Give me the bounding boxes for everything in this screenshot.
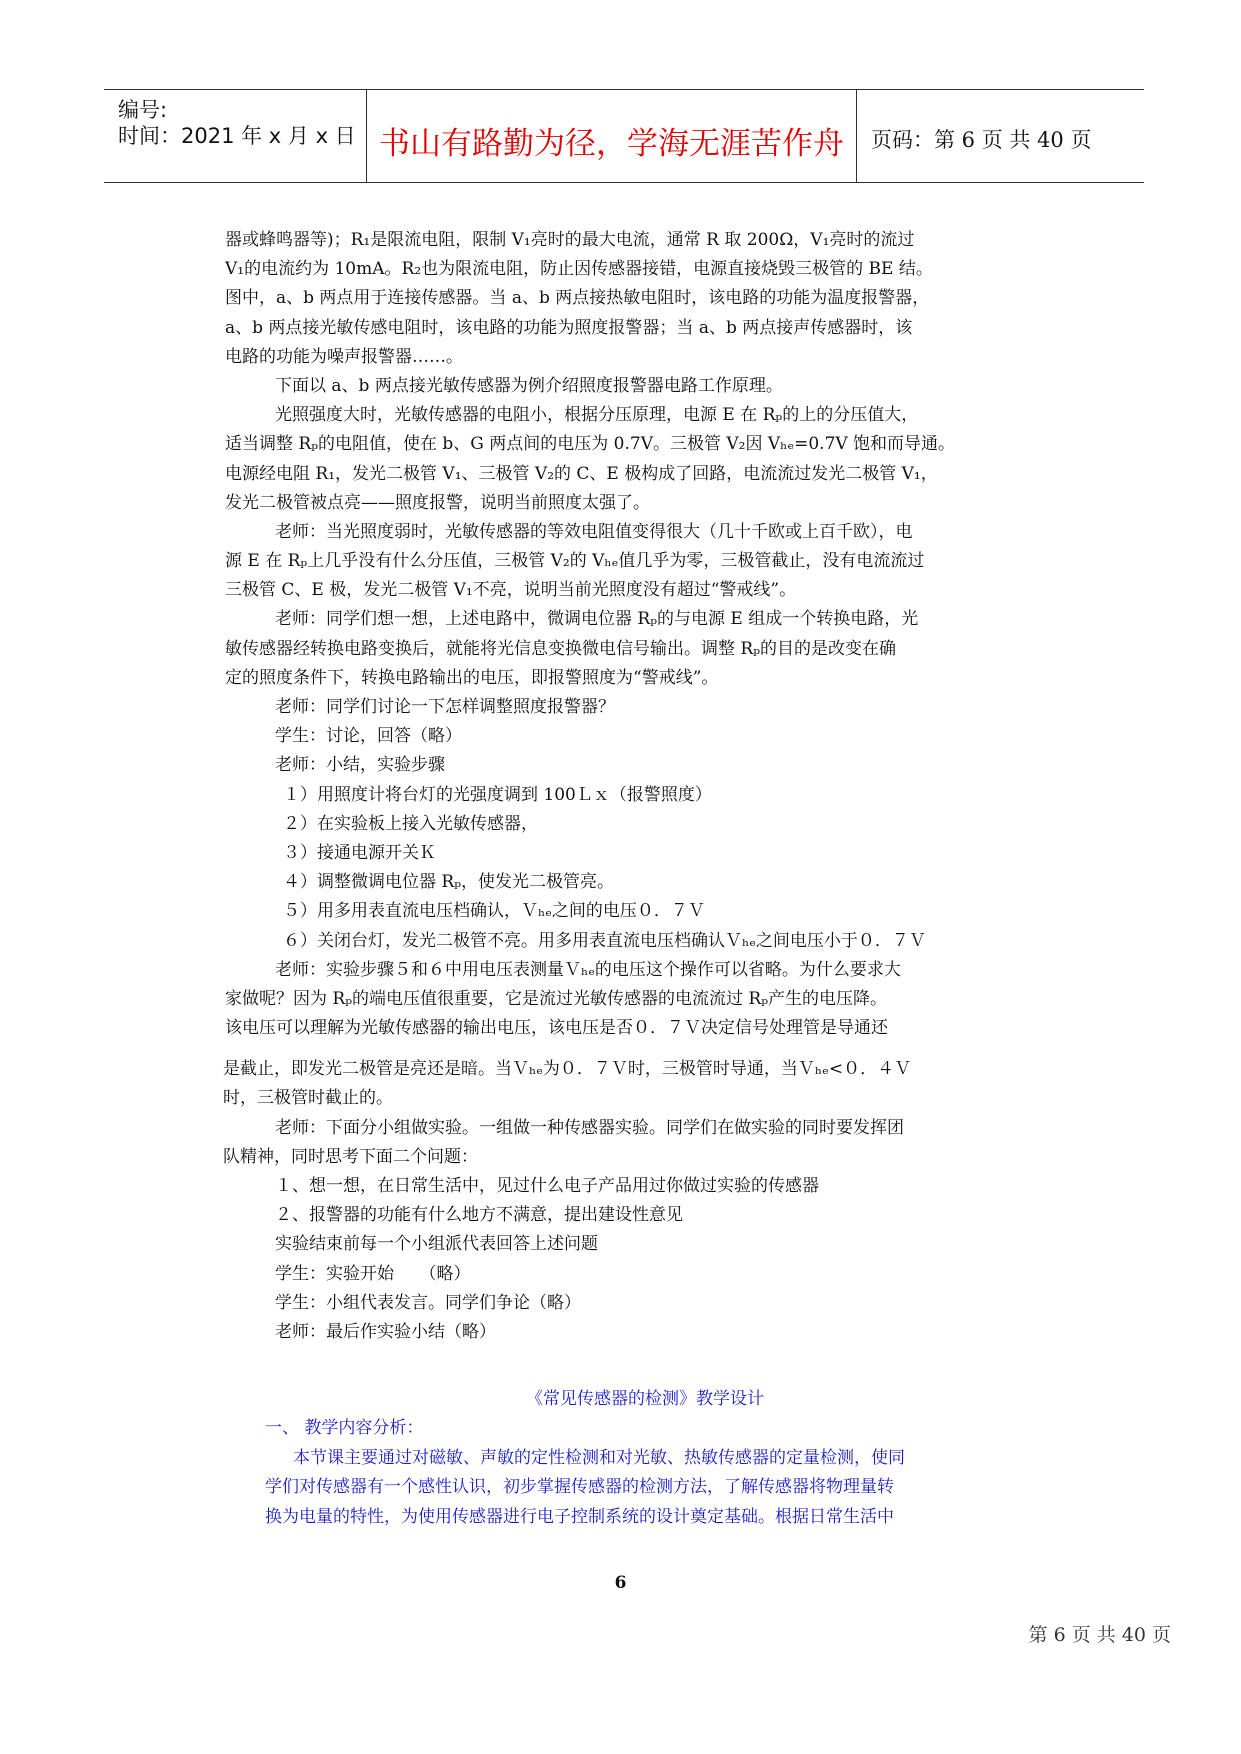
section-title: 《常见传感器的检测》教学设计 xyxy=(526,1389,764,1409)
motto-text: 书山有路勤为径，学海无涯苦作舟 xyxy=(379,126,844,162)
paragraph-line: 时，三极管时截止的。 xyxy=(223,1088,393,1109)
paragraph-line: 定的照度条件下，转换电路输出的电压，即报警照度为“警戒线”。 xyxy=(225,667,719,688)
paragraph-line: 老师：实验步骤５和６中用电压表测量Ｖₕₑ的电压这个操作可以省略。为什么要求大 xyxy=(275,959,901,980)
paragraph-line: 敏传感器经转换电路变换后，就能将光信息变换微电信号输出。调整 Rₚ的目的是改变在确 xyxy=(225,638,897,659)
paragraph-line: 老师：当光照度弱时，光敏传感器的等效电阻值变得很大（几十千欧或上百千欧），电 xyxy=(275,521,913,542)
paragraph-line: 适当调整 Rₚ的电阻值，使在 b、G 两点间的电压为 0.7V。三极管 V₂因 Vₕₑ=0.7V 饱和而导通。 xyxy=(225,434,956,455)
document-header xyxy=(104,89,1144,183)
paragraph-line: 实验结束前每一个小组派代表回答上述问题 xyxy=(275,1234,598,1255)
step-line: ６）关闭台灯，发光二极管不亮。用多用表直流电压档确认Ｖₕₑ之间电压小于０．７Ｖ xyxy=(283,930,926,951)
paragraph-line: 电路的功能为噪声报警器……。 xyxy=(225,346,463,367)
footer-page-indicator: 第 6 页 共 40 页 xyxy=(1028,1624,1171,1646)
page-number: 6 xyxy=(614,1573,627,1593)
paragraph-line: 老师：同学们讨论一下怎样调整照度报警器？ xyxy=(275,697,615,717)
paragraph-line: 发光二极管被点亮——照度报警，说明当前照度太强了。 xyxy=(225,492,650,513)
paragraph-line: 老师：下面分小组做实验。一组做一种传感器实验。同学们在做实验的同时要发挥团 xyxy=(275,1117,904,1138)
body-text xyxy=(225,226,1015,1347)
paragraph-line: 光照强度大时，光敏传感器的电阻小，根据分压原理，电源 E 在 Rₚ的上的分压值大， xyxy=(275,405,919,426)
step-line: ２）在实验板上接入光敏传感器， xyxy=(283,813,538,834)
paragraph-line: 老师：最后作实验小结（略） xyxy=(275,1321,496,1342)
paragraph-line: 源 E 在 Rₚ上几乎没有什么分压值，三极管 V₂的 Vₕₑ值几乎为零，三极管截止，没有电流流过 xyxy=(225,551,925,572)
paragraph-line: 图中，a、b 两点用于连接传感器。当 a、b 两点接热敏电阻时，该电路的功能为温度报警器， xyxy=(225,288,930,309)
paragraph-line: V₁的电流约为 10mA。R₂也为限流电阻，防止因传感器接错，电源直接烧毁三极管的 BE 结。 xyxy=(225,259,933,280)
paragraph-line: 三极管 C、E 极，发光二极管 V₁不亮，说明当前光照度没有超过“警戒线”。 xyxy=(225,580,797,601)
paragraph-line: 老师：小结，实验步骤 xyxy=(275,755,445,776)
header-page-cell xyxy=(857,90,1144,182)
header-motto-cell xyxy=(367,90,857,182)
paragraph-line: 队精神，同时思考下面二个问题： xyxy=(223,1146,478,1167)
paragraph-line: 是截止，即发光二极管是亮还是暗。当Ｖₕₑ为０．７Ｖ时，三极管时导通，当Ｖₕₑ<０．４Ｖ xyxy=(223,1059,912,1080)
paragraph-line: 器或蜂鸣器等)；R₁是限流电阻，限制 V₁亮时的最大电流，通常 R 取 200Ω，V₁亮时的流过 xyxy=(225,230,915,250)
question-line: ２、报警器的功能有什么地方不满意，提出建设性意见 xyxy=(275,1205,683,1226)
section-line: 本节课主要通过对磁敏、声敏的定性检测和对光敏、热敏传感器的定量检测，使同 xyxy=(293,1447,905,1468)
paragraph-line: 家做呢？因为 Rₚ的端电压值很重要，它是流过光敏传感器的电流流过 Rₚ产生的电压降。 xyxy=(225,988,888,1009)
step-line: ４）调整微调电位器 Rₚ，使发光二极管亮。 xyxy=(283,872,615,893)
paragraph-line: 老师：同学们想一想，上述电路中，微调电位器 Rₚ的与电源 E 组成一个转换电路，光 xyxy=(275,609,919,630)
step-line: ５）用多用表直流电压档确认，Ｖₕₑ之间的电压０．７Ｖ xyxy=(283,901,705,922)
paragraph-line: 该电压可以理解为光敏传感器的输出电压，该电压是否０．７Ｖ决定信号处理管是导通还 xyxy=(225,1018,888,1039)
section-heading: 一、 教学内容分析： xyxy=(265,1418,424,1438)
question-line: １、想一想，在日常生活中，见过什么电子产品用过你做过实验的传感器 xyxy=(275,1176,819,1196)
section-line: 换为电量的特性，为使用传感器进行电子控制系统的设计奠定基础。根据日常生活中 xyxy=(265,1506,894,1527)
section-line: 学们对传感器有一个感性认识，初步掌握传感器的检测方法，了解传感器将物理量转 xyxy=(265,1477,894,1497)
paragraph-line: 下面以 a、b 两点接光敏传感器为例介绍照度报警器电路工作原理。 xyxy=(275,375,783,396)
step-line: １）用照度计将台灯的光强度调到 100Ｌｘ（报警照度） xyxy=(283,784,712,805)
header-info-cell xyxy=(104,90,367,182)
time-label: 时间：2021 年 x 月 x 日 xyxy=(118,124,356,148)
teaching-design-section xyxy=(265,1384,1025,1532)
page-label: 页码：第 6 页 共 40 页 xyxy=(871,128,1092,152)
step-line: ３）接通电源开关Ｋ xyxy=(283,842,436,863)
paragraph-line: 电源经电阻 R₁，发光二极管 V₁、三极管 V₂的 C、E 极构成了回路，电流流过发光二极管 V₁， xyxy=(225,463,938,484)
paragraph-line: 学生：小组代表发言。同学们争论（略） xyxy=(275,1292,581,1313)
number-label: 编号: xyxy=(118,98,168,122)
paragraph-line: a、b 两点接光敏传感电阻时，该电路的功能为照度报警器；当 a、b 两点接声传感器时，该 xyxy=(225,317,913,338)
paragraph-line: 学生：讨论，回答（略） xyxy=(275,726,462,747)
paragraph-line: 学生：实验开始 （略） xyxy=(275,1263,471,1284)
